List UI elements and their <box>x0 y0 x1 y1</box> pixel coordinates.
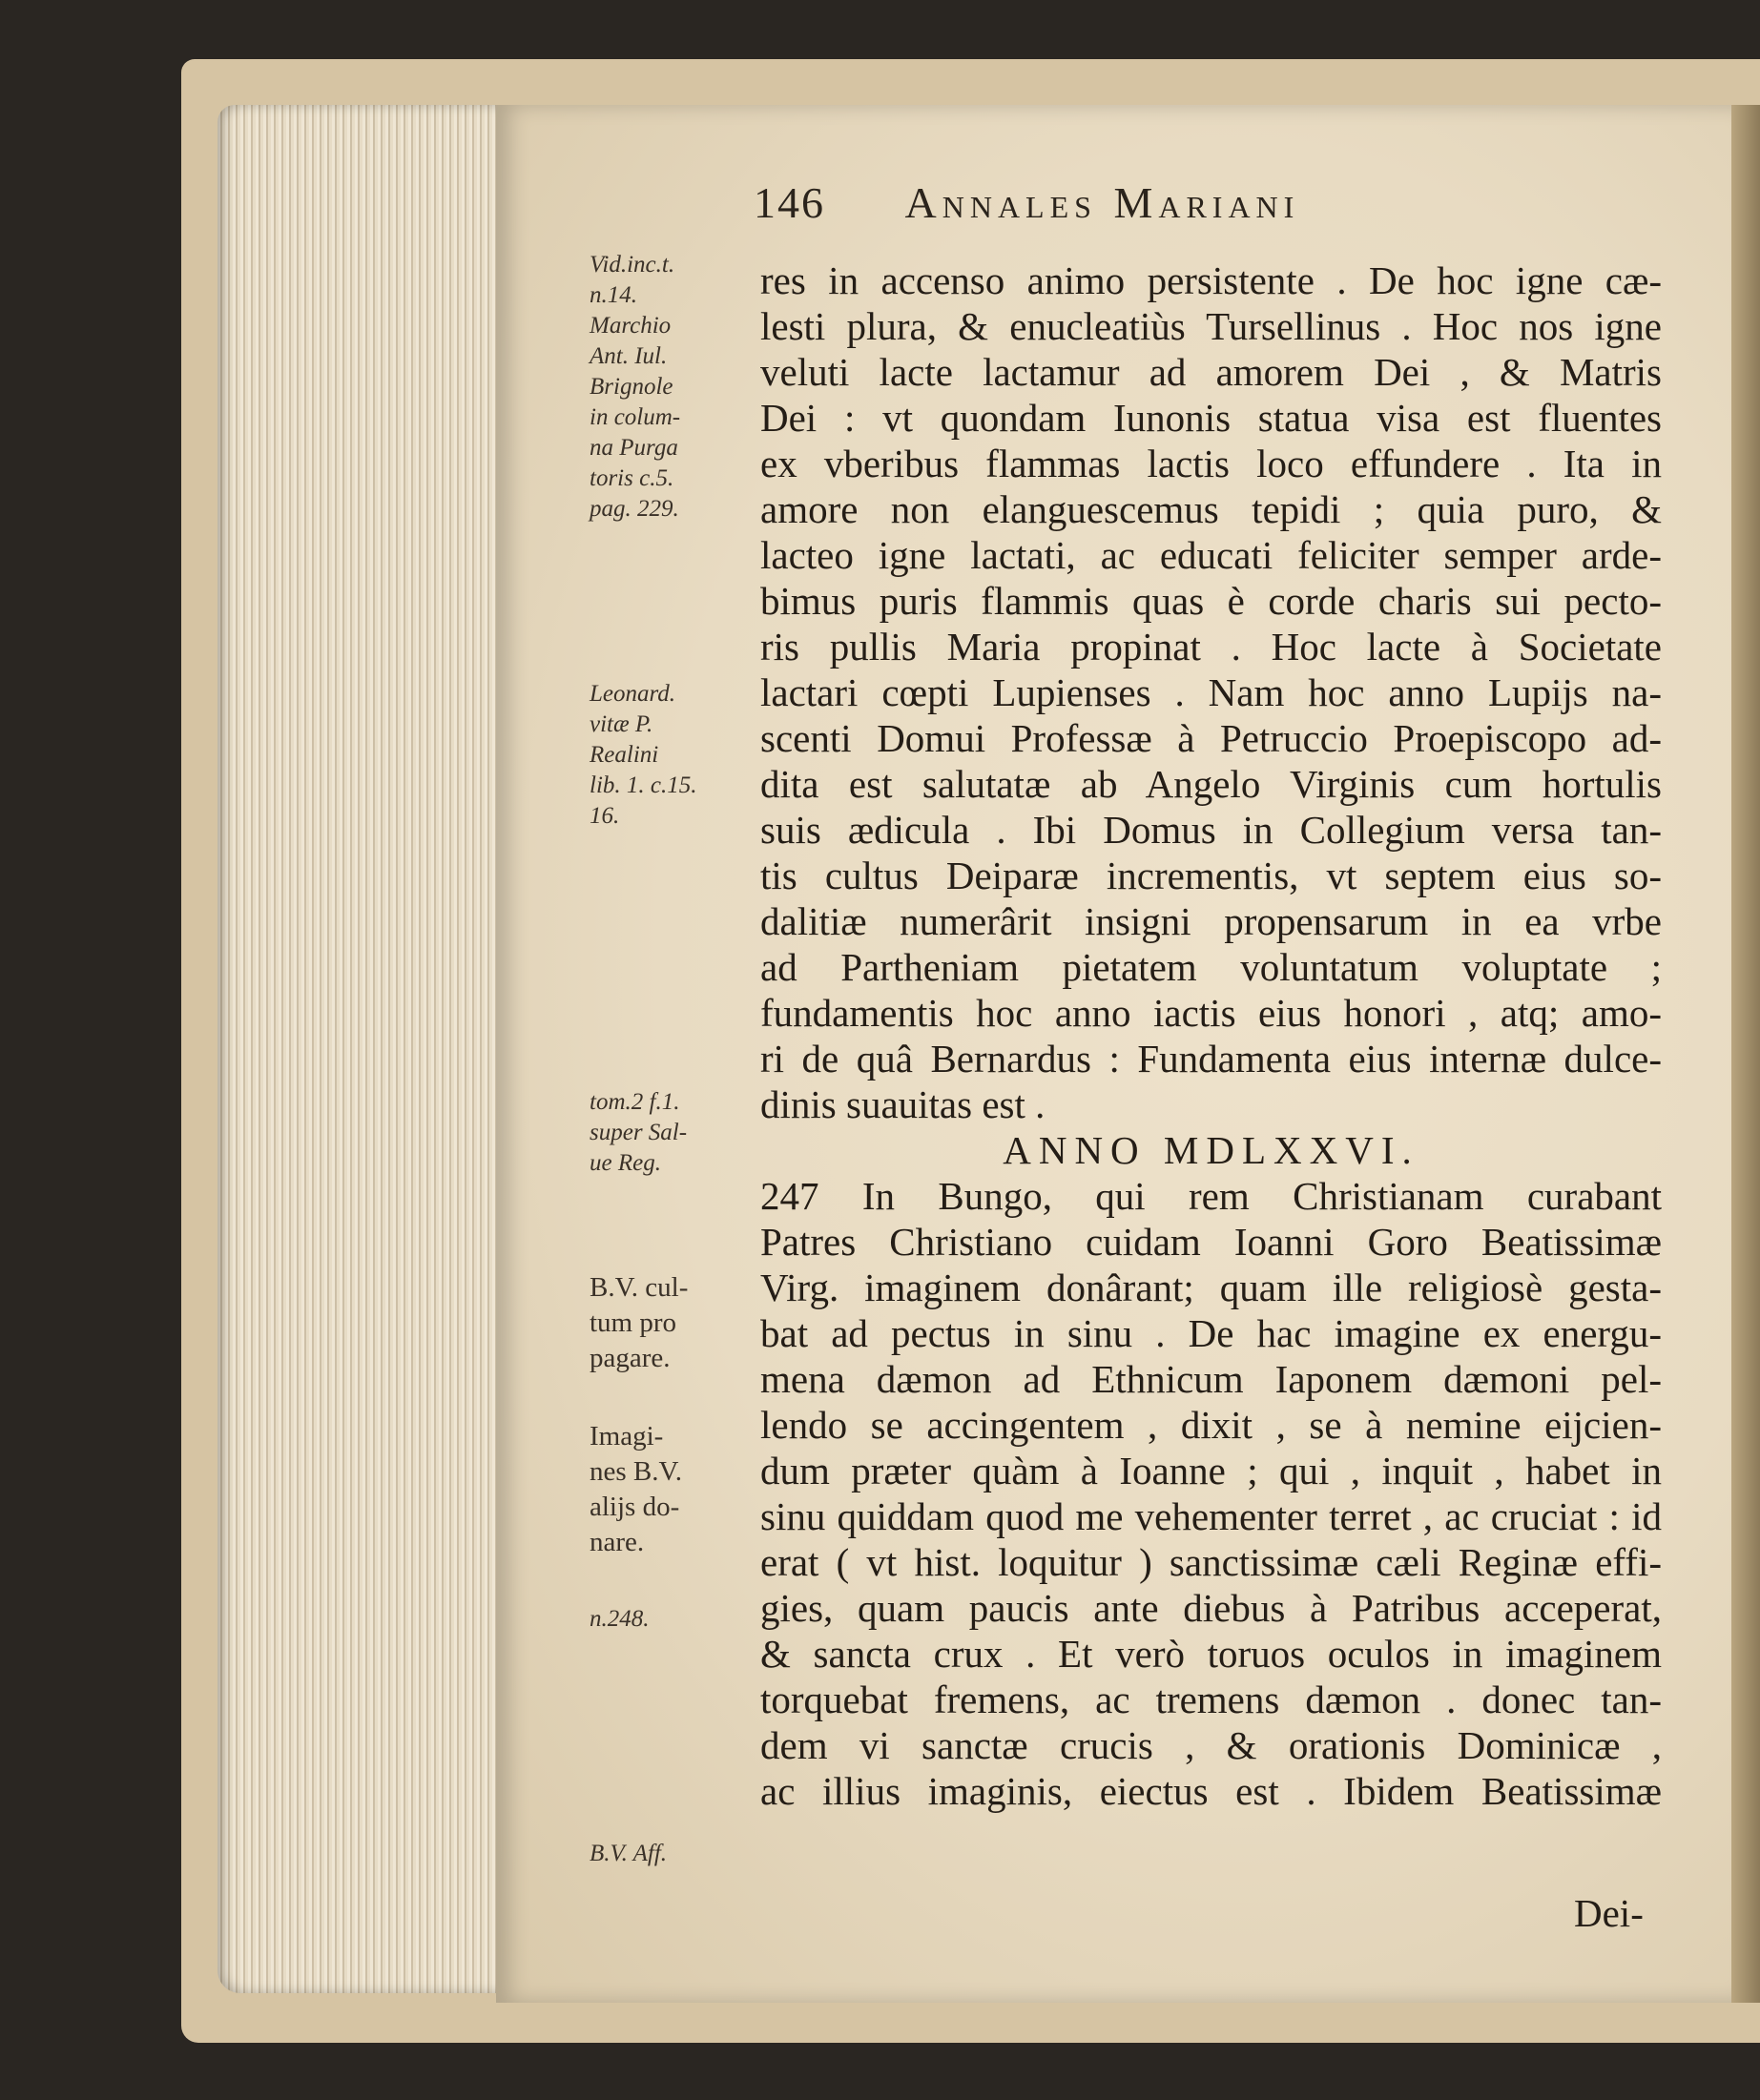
text-line: dalitiæ numerârit insigni propensarum in ea vrbe <box>760 899 1662 943</box>
text-line: res in accenso animo persistente . De hoc igne cæ- <box>760 258 1662 302</box>
text-line: ad Partheniam pietatem voluntatum voluptate ; <box>760 945 1662 989</box>
text-line: 247 In Bungo, qui rem Christianam curabant <box>760 1174 1662 1218</box>
margin-note: tom.2 f.1. super Sal- ue Reg. <box>590 1089 688 1176</box>
text-line: amore non elanguescemus tepidi ; quia puro, & <box>760 487 1662 531</box>
year-heading: ANNO MDLXXVI. <box>1003 1128 1419 1172</box>
catchword: Dei- <box>1574 1891 1644 1935</box>
text-line: ac illius imaginis, eiectus est . Ibidem Beatissimæ <box>760 1769 1662 1813</box>
running-header <box>754 177 1299 228</box>
text-line: dum præter quàm à Ioanne ; qui , inquit , habet in <box>760 1449 1662 1493</box>
text-line: & sancta crux . Et verò toruos oculos in imaginem <box>760 1632 1662 1676</box>
running-title: Annales Mariani <box>904 178 1300 227</box>
page-edges <box>217 105 504 1993</box>
text-line: sinu quiddam quod me vehementer terret , ac cruciat : id <box>760 1494 1662 1538</box>
text-line: Virg. imaginem donârant; quam ille religiosè gesta- <box>760 1266 1662 1309</box>
body-text <box>760 257 1662 1814</box>
text-line: Patres Christiano cuidam Ioanni Goro Beatissimæ <box>760 1220 1662 1264</box>
text-line: torquebat fremens, ac tremens dæmon . donec tan- <box>760 1678 1662 1721</box>
text-line: fundamentis hoc anno iactis eius honori , atq; amo- <box>760 991 1662 1035</box>
text-line: ex vberibus flammas lactis loco effundere . Ita in <box>760 442 1662 485</box>
margin-note: n.248. <box>590 1606 650 1632</box>
text-line: erat ( vt hist. loquitur ) sanctissimæ cæli Reginæ effi- <box>760 1540 1662 1584</box>
margin-note: B.V. cul- tum pro pagare. <box>590 1272 689 1373</box>
text-line: gies, quam paucis ante diebus à Patribus acceperat, <box>760 1586 1662 1630</box>
text-line: lesti plura, & enucleatiùs Tursellinus . Hoc nos igne <box>760 304 1662 348</box>
text-line: veluti lacte lactamur ad amorem Dei , & Matris <box>760 350 1662 394</box>
margin-note: Vid.inc.t. n.14. Marchio Ant. Iul. Brignole in colum- na Purga toris c.5. pag. 229. <box>590 252 681 522</box>
text-line: suis ædicula . Ibi Domus in Collegium versa tan- <box>760 808 1662 852</box>
text-line: lendo se accingentem , dixit , se à nemine eijcien- <box>760 1403 1662 1447</box>
page-number: 146 <box>754 178 825 227</box>
text-line: mena dæmon ad Ethnicum Iaponem dæmoni pel- <box>760 1357 1662 1401</box>
text-line: tis cultus Deiparæ incrementis, vt septem eius so- <box>760 854 1662 897</box>
margin-note: Leonard. vitæ P. Realini lib. 1. c.15. 16. <box>590 681 697 829</box>
text-line: scenti Domui Professæ à Petruccio Proepiscopo ad- <box>760 716 1662 760</box>
text-line: lactari cœpti Lupienses . Nam hoc anno Lupijs na- <box>760 670 1662 714</box>
text-line: bat ad pectus in sinu . De hac imagine ex energu- <box>760 1311 1662 1355</box>
text-line: lacteo igne lactati, ac educati feliciter semper arde- <box>760 533 1662 577</box>
text-line: dinis suauitas est . <box>760 1082 1046 1126</box>
text-line: ri de quâ Bernardus : Fundamenta eius internæ dulce- <box>760 1037 1662 1081</box>
margin-note: B.V. Aff. <box>590 1841 668 1866</box>
text-line: Dei : vt quondam Iunonis statua visa est fluentes <box>760 396 1662 440</box>
text-line: ris pullis Maria propinat . Hoc lacte à Societate <box>760 625 1662 669</box>
text-line: bimus puris flammis quas è corde charis sui pecto- <box>760 579 1662 623</box>
page-gutter <box>1731 105 1760 2003</box>
margin-note: Imagi- nes B.V. alijs do- nare. <box>590 1421 682 1557</box>
text-line: dita est salutatæ ab Angelo Virginis cum hortulis <box>760 762 1662 806</box>
text-line: dem vi sanctæ crucis , & orationis Dominicæ , <box>760 1723 1662 1767</box>
